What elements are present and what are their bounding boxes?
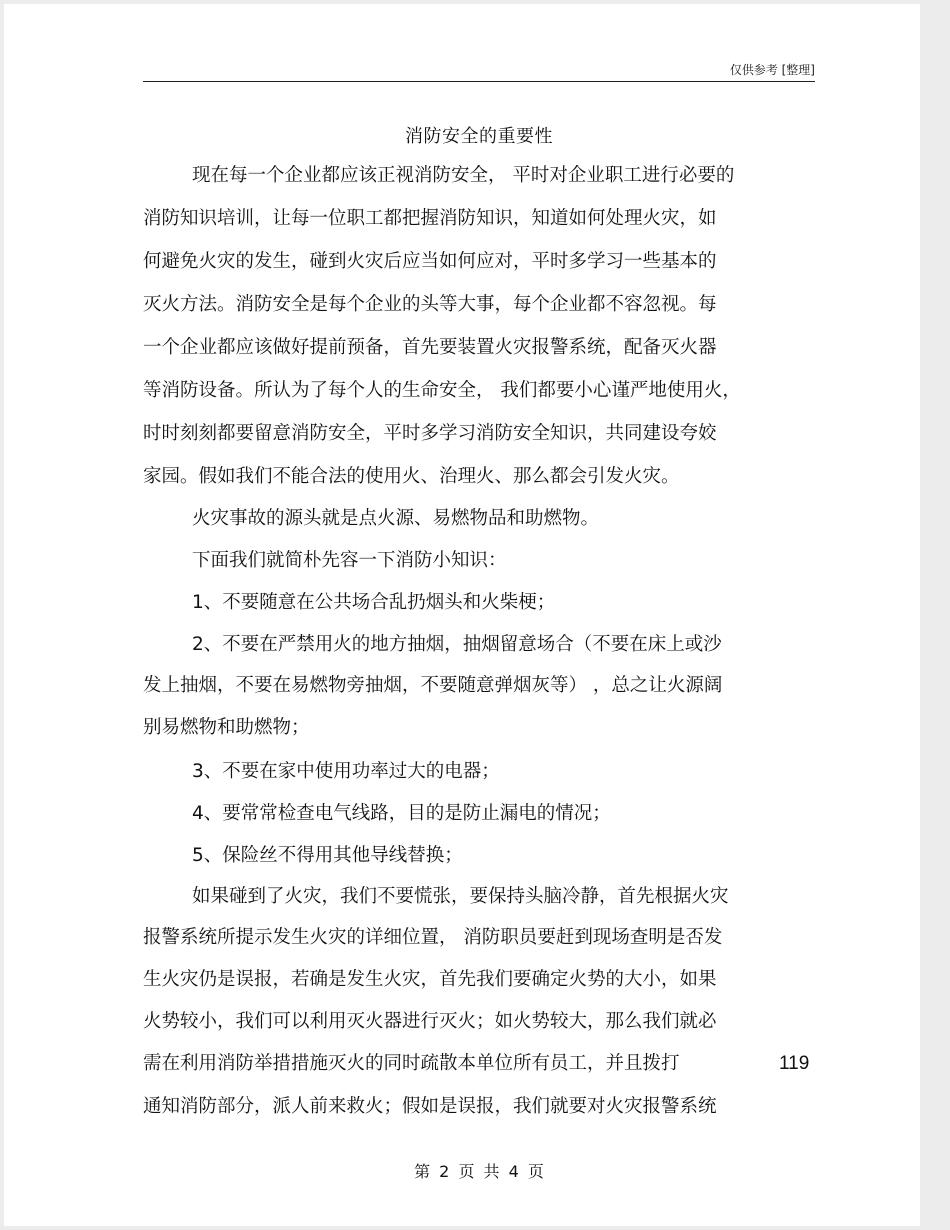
- list-item: 5、保险丝不得用其他导线替换；: [192, 845, 463, 866]
- paragraph-line: 火势较小，我们可以利用灭火器进行灭火；如火势较大，那么我们就必: [143, 1011, 717, 1032]
- paragraph-line: 何避免火灾的发生，碰到火灾后应当如何应对，平时多学习一些基本的: [143, 251, 717, 272]
- list-item: 3、不要在家中使用功率过大的电器；: [192, 761, 500, 782]
- phone-number: 119: [779, 1053, 810, 1074]
- paragraph-line: 消防知识培训，让每一位职工都把握消防知识，知道如何处理火灾，如: [143, 208, 717, 229]
- paragraph-line: 等消防设备。所认为了每个人的生命安全， 我们都要小心谨严地使用火，: [143, 380, 741, 401]
- document-title: 消防安全的重要性: [405, 126, 553, 147]
- list-item: 4、要常常检查电气线路，目的是防止漏电的情况；: [192, 803, 611, 824]
- paragraph-line: 发上抽烟，不要在易燃物旁抽烟，不要随意弹烟灰等） ，总之让火源阔: [143, 675, 723, 696]
- page-footer: 第 2 页 共 4 页: [414, 1162, 544, 1181]
- paragraph-line: 报警系统所提示发生火灾的详细位置， 消防职员要赶到现场查明是否发: [143, 927, 723, 948]
- paragraph-line: 下面我们就简朴先容一下消防小知识：: [192, 550, 507, 571]
- page-header: [143, 59, 815, 82]
- paragraph-line: 需在利用消防举措措施灭火的同时疏散本单位所有员工，并且拨打: [143, 1053, 680, 1074]
- document-page: [4, 4, 920, 1226]
- paragraph-line: 火灾事故的源头就是点火源、易燃物品和助燃物。: [192, 508, 600, 529]
- paragraph-line: 时时刻刻都要留意消防安全，平时多学习消防安全知识，共同建设夸姣: [143, 423, 717, 444]
- paragraph-line: 一个企业都应该做好提前预备，首先要装置火灾报警系统，配备灭火器: [143, 337, 717, 358]
- list-item: 1、不要随意在公共场合乱扔烟头和火柴梗；: [192, 592, 556, 613]
- paragraph-line: 如果碰到了火灾，我们不要慌张，要保持头脑冷静，首先根据火灾: [192, 886, 729, 907]
- header-text: 仅供参考 [整理]: [729, 63, 815, 77]
- paragraph-line: 现在每一个企业都应该正视消防安全， 平时对企业职工进行必要的: [192, 165, 735, 186]
- paragraph-line: 生火灾仍是误报，若确是发生火灾，首先我们要确定火势的大小，如果: [143, 969, 717, 990]
- paragraph-line: 通知消防部分，派人前来救火；假如是误报，我们就要对火灾报警系统: [143, 1096, 717, 1117]
- paragraph-line: 灭火方法。消防安全是每个企业的头等大事，每个企业都不容忽视。每: [143, 294, 717, 315]
- list-item: 2、不要在严禁用火的地方抽烟，抽烟留意场合（不要在床上或沙: [192, 634, 722, 655]
- paragraph-line: 别易燃物和助燃物；: [143, 717, 310, 738]
- paragraph-line: 家园。假如我们不能合法的使用火、治理火、那么都会引发火灾。: [143, 466, 680, 487]
